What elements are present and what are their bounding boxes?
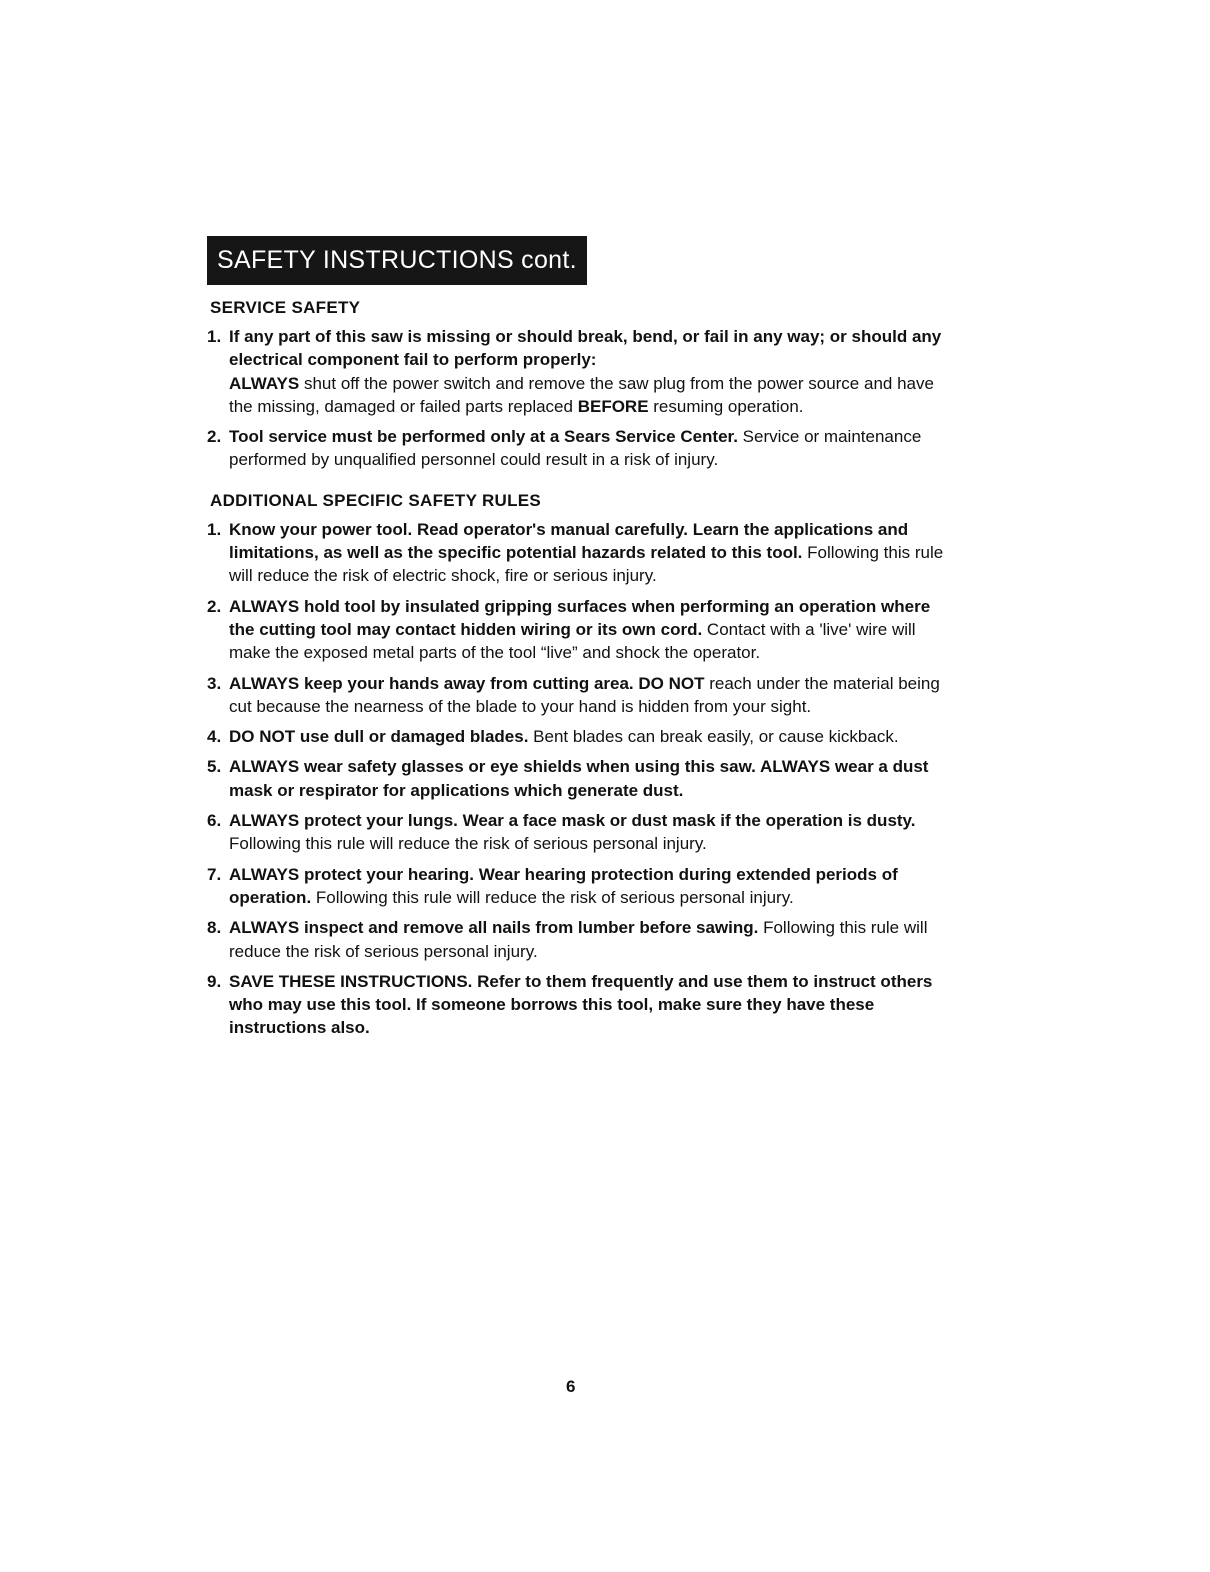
item-bold-text: ALWAYS wear safety glasses or eye shields when using this saw. ALWAYS wear a dust mask or respirator for applications which generate dust. [229,757,929,800]
item-text: Bent blades can break easily, or cause kickback. [528,727,899,747]
item-bold-text: ALWAYS protect your lungs. Wear a face mask or dust mask if the operation is dusty. [229,811,916,831]
item-text: Contact with a 'live' wire will make the exposed metal parts of the tool “live” and shock the operator. [229,619,916,663]
item-number: 1. [207,519,222,539]
item-number: 3. [207,673,222,693]
item-number: 8. [207,918,222,938]
list-item [208,863,948,910]
item-number: 5. [207,757,222,777]
list-item [208,595,948,665]
list-item [208,755,948,802]
page-content [208,297,948,1047]
service-safety-heading: SERVICE SAFETY [210,298,361,317]
item-bold-text: ALWAYS inspect and remove all nails from lumber before sawing. [229,918,759,938]
item-bold-text: ALWAYS keep your hands away from cutting area. DO NOT [229,673,705,693]
list-item [208,518,948,588]
item-bold-text: DO NOT use dull or damaged blades. [229,727,529,747]
item-text: reach under the material being cut because the nearness of the blade to your hand is hidden from your sight. [229,673,940,716]
item-text: Service or maintenance performed by unqualified personnel could result in a risk of injury. [229,427,922,470]
item-bold-text: ALWAYS hold tool by insulated gripping surfaces when performing an operation where the cutting tool may contact hidden wiring or its own cord. [229,596,931,639]
item-text: Following this rule will reduce the risk of serious personal injury. [229,918,928,961]
service-safety-list [208,325,948,472]
page-number: 6 [566,1377,576,1396]
additional-rules-heading: ADDITIONAL SPECIFIC SAFETY RULES [210,490,542,510]
list-item [208,425,948,472]
list-item [208,672,948,719]
additional-rules-list [208,518,948,1040]
item-text: shut off the power switch and remove the saw plug from the power source and have the missing, damaged or failed parts replaced [229,373,934,416]
list-item [208,809,948,856]
section-banner: SAFETY INSTRUCTIONS cont. [207,236,587,285]
list-item [208,325,948,418]
item-number: 1. [207,327,222,346]
item-text: Following this rule will reduce the risk of serious personal injury. [229,834,707,854]
item-number: 2. [207,427,222,447]
item-bold-text: If any part of this saw is missing or should break, bend, or fail in any way; or should any electrical component fail to perform properly: [229,327,942,370]
item-number: 9. [207,971,222,991]
item-number: 6. [207,811,222,831]
item-bold-text: BEFORE [577,396,649,416]
item-number: 2. [207,596,222,616]
item-text: Following this rule will reduce the risk of serious personal injury. [311,887,794,907]
item-bold-text: SAVE THESE INSTRUCTIONS. Refer to them frequently and use them to instruct others who may use this tool. If someone borrows this tool, make sure they have these instructions also. [229,971,933,1038]
item-bold-text: Tool service must be performed only at a Sears Service Center. [229,427,738,447]
item-number: 4. [207,727,222,747]
item-bold-text: ALWAYS [229,373,300,393]
item-text: Following this rule will reduce the risk of electric shock, fire or serious injury. [229,543,944,586]
list-item [208,916,948,963]
list-item [208,970,948,1040]
item-text: resuming operation. [648,396,804,416]
list-item [208,725,948,748]
item-number: 7. [207,864,222,884]
item-bold-text: ALWAYS protect your hearing. Wear hearing protection during extended periods of operation. [229,864,898,907]
item-bold-text: Know your power tool. Read operator's manual carefully. Learn the applications and limitations, as well as the specific potential hazards related to this tool. [229,519,909,563]
